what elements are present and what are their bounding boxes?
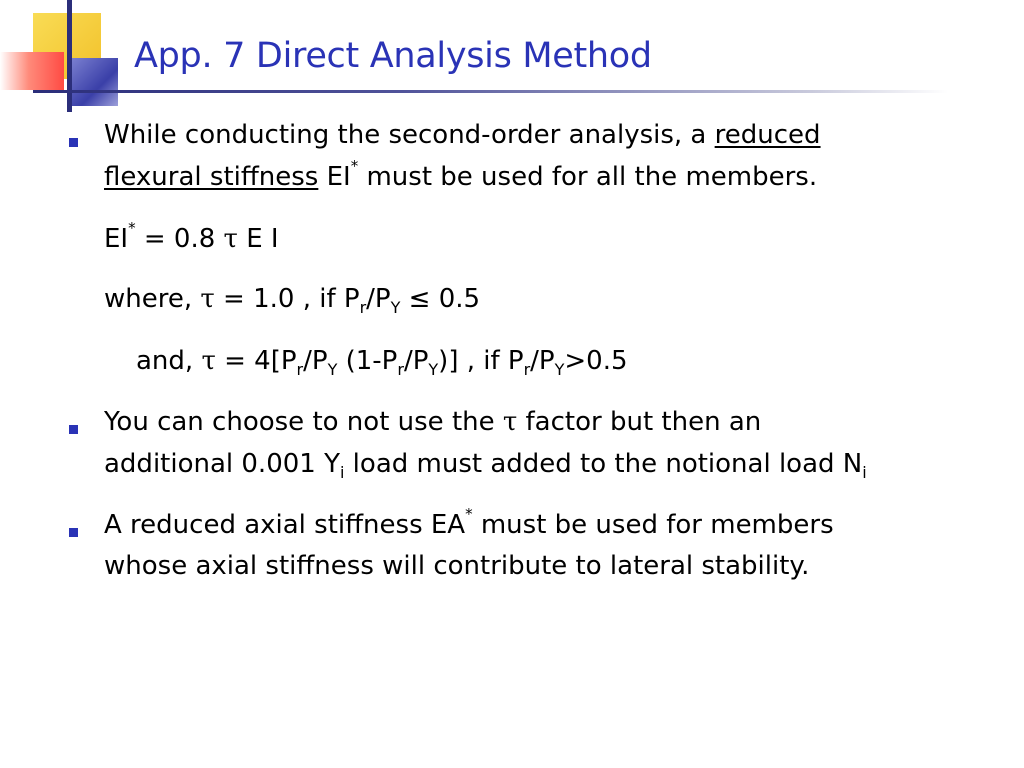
- bullet1-line1: While conducting the second-order analysis, a reduced: [104, 120, 821, 150]
- bullet1-line2: flexural stiffness EI* must be used for all the members.: [104, 157, 818, 192]
- and-condition: and, $\tau = 4[P_r/P_Y$ $(1-P_r/P_Y)$] , if $P_r/P_Y>0.5$: [136, 346, 628, 379]
- bullet-marker: [69, 425, 78, 434]
- bullet2-line1: You can choose to not use the τ factor but then an: [104, 407, 762, 437]
- where-condition: where, τ = 1.0 , if $P_r/P_Y \le 0.5$: [104, 284, 481, 317]
- bullet-marker: [69, 138, 78, 147]
- bullet3-line2: whose axial stiffness will contribute to lateral stability.: [104, 551, 810, 581]
- slide-title: App. 7 Direct Analysis Method: [134, 36, 652, 76]
- flexural-stiffness-term: flexural stiffness: [104, 162, 319, 192]
- reduced-term: reduced: [714, 120, 821, 150]
- bullet2-line2: additional 0.001 $Y_i$ load must added to the notional load $N_i$: [104, 449, 867, 482]
- bullet3-line1: A reduced axial stiffness EA* must be used for members: [104, 505, 834, 540]
- ei-formula: EI* = 0.8 τ E I: [104, 219, 279, 254]
- bullet-marker: [69, 528, 78, 537]
